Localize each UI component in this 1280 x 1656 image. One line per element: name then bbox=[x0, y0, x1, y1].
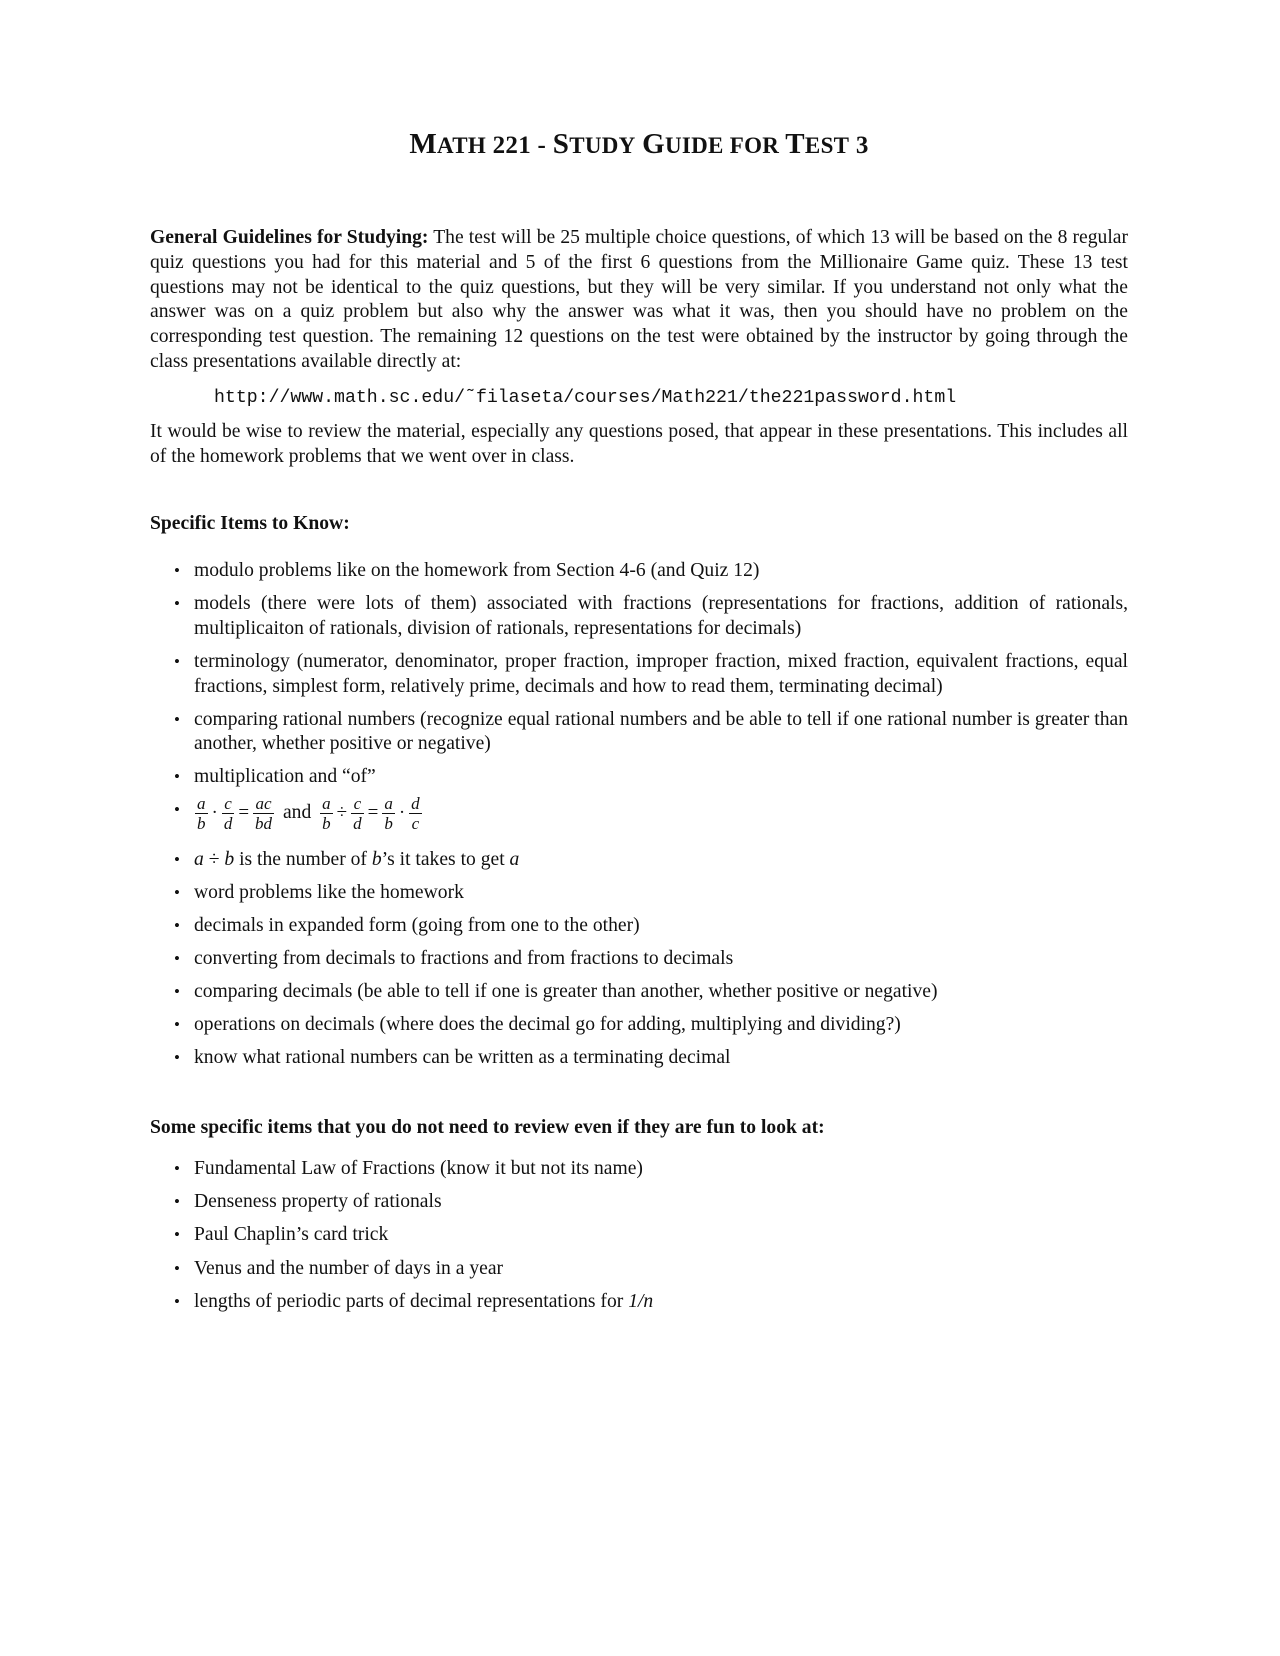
title-part: UIDE bbox=[664, 133, 724, 158]
denominator: d bbox=[223, 814, 233, 834]
fraction-formula bbox=[194, 794, 423, 833]
general-guidelines-text: The test will be 25 multiple choice questions, of which 13 will be based on the 8 regular quiz questions you had for this material and 5 of the first 6 questions from the Millionaire Game quiz. These 13 test questions may not be identical to the quiz questions, but they will be very similar. If you understand not only what the answer was on a quiz problem but also why the answer was what it was, then you should have no problem on the corresponding test question. The remaining 12 questions on the test were obtained by the instructor by going through the class presentations available directly at: bbox=[150, 227, 1128, 372]
general-guidelines-lead: General Guidelines for Studying: bbox=[150, 227, 429, 248]
and-word: and bbox=[282, 802, 312, 824]
skip-items-heading: Some specific items that you do not need to review even if they are fun to look at: bbox=[150, 1117, 825, 1138]
numerator: c bbox=[351, 794, 364, 814]
title-part: ATH bbox=[437, 133, 487, 158]
numerator: ac bbox=[253, 794, 274, 814]
list-item: • terminology (numerator, denominator, proper fraction, improper fraction, mixed fraction, equivalent fractions, equal fractions, simplest form, relatively prime, decimals and how to read them, terminating decimal) bbox=[150, 650, 1128, 700]
page-title bbox=[150, 128, 1128, 161]
general-guidelines-paragraph bbox=[150, 226, 1128, 375]
fraction-a-over-b bbox=[320, 794, 333, 833]
title-part: FOR bbox=[723, 133, 786, 158]
title-part: 3 bbox=[849, 132, 869, 159]
division-text: ’s it takes to get bbox=[381, 849, 510, 871]
equals-operator: = bbox=[367, 802, 379, 824]
fraction-a-over-b bbox=[382, 794, 395, 833]
specific-items-heading: Specific Items to Know: bbox=[150, 513, 350, 534]
list-item: • models (there were lots of them) associated with fractions (representations for fractions, addition of rationals, multiplicaiton of rationals, division of rationals, representations for decimals) bbox=[150, 592, 1128, 642]
fraction-c-over-d bbox=[351, 794, 364, 833]
numerator: a bbox=[384, 794, 393, 814]
list-item: • converting from decimals to fractions and from fractions to decimals bbox=[150, 947, 1128, 972]
list-item-periodic-parts bbox=[150, 1290, 1128, 1315]
title-part: S bbox=[552, 128, 570, 160]
denominator: d bbox=[353, 814, 362, 834]
numerator: a bbox=[322, 794, 331, 814]
title-part: EST bbox=[804, 133, 850, 158]
numerator: d bbox=[411, 794, 420, 814]
fraction-c-over-d bbox=[222, 794, 235, 833]
list-item: • comparing rational numbers (recognize equal rational numbers and be able to tell if one rational number is greater than another, whether positive or negative) bbox=[150, 708, 1128, 758]
list-item-fraction-rules bbox=[150, 794, 1128, 848]
list-item: • word problems like the homework bbox=[150, 881, 1128, 906]
list-item: • operations on decimals (where does the decimal go for adding, multiplying and dividing?) bbox=[150, 1013, 1128, 1038]
denominator: b bbox=[322, 814, 331, 834]
math-b: b bbox=[224, 849, 235, 871]
denominator: c bbox=[411, 814, 420, 834]
denominator: b bbox=[384, 814, 393, 834]
title-part: 221 - bbox=[486, 132, 553, 159]
list-item-division-meaning bbox=[150, 848, 1128, 873]
title-part: TUDY bbox=[569, 133, 636, 158]
list-item: • modulo problems like on the homework from Section 4-6 (and Quiz 12) bbox=[150, 559, 1128, 584]
list-item: • Fundamental Law of Fractions (know it but not its name) bbox=[150, 1157, 1128, 1182]
math-a: a bbox=[194, 849, 204, 871]
dot-operator: · bbox=[211, 802, 218, 824]
fraction-a-over-b bbox=[195, 794, 208, 833]
math-a: a bbox=[509, 849, 520, 871]
review-paragraph: It would be wise to review the material, especially any questions posed, that appear in these presentations. This includes all of the homework problems that we went over in class. bbox=[150, 421, 1128, 467]
title-part: T bbox=[785, 128, 805, 160]
list-item: • Paul Chaplin’s card trick bbox=[150, 1223, 1128, 1248]
specific-items-list bbox=[150, 559, 1128, 1079]
denominator: b bbox=[197, 814, 206, 834]
divide-operator: ÷ bbox=[336, 802, 348, 824]
denominator: bd bbox=[255, 814, 273, 834]
math-b: b bbox=[371, 849, 382, 871]
title-part: G bbox=[642, 128, 665, 160]
dot-operator: · bbox=[398, 802, 406, 824]
list-item: • Venus and the number of days in a year bbox=[150, 1257, 1128, 1282]
divide-operator: ÷ bbox=[208, 849, 220, 871]
list-item: • know what rational numbers can be written as a terminating decimal bbox=[150, 1046, 1128, 1071]
list-item: • multiplication and “of” bbox=[150, 765, 1128, 790]
numerator: • a bbox=[197, 794, 206, 814]
fraction-d-over-c bbox=[409, 794, 422, 833]
equals-operator: = bbox=[238, 802, 250, 824]
list-item: • Denseness property of rationals bbox=[150, 1190, 1128, 1215]
math-one-over-n: 1/n bbox=[628, 1290, 654, 1312]
presentations-url: http://www.math.sc.edu/˜filaseta/courses/Math221/the221password.html bbox=[214, 388, 957, 408]
title-part: M bbox=[409, 128, 438, 160]
numerator: c bbox=[222, 794, 235, 814]
skip-items-list bbox=[150, 1157, 1128, 1323]
division-text: is the number of bbox=[234, 849, 372, 871]
fraction-ac-over-bd bbox=[253, 794, 274, 833]
list-item: • decimals in expanded form (going from one to the other) bbox=[150, 914, 1128, 939]
list-item-text: lengths of periodic parts of decimal representations for bbox=[194, 1290, 629, 1312]
list-item: • comparing decimals (be able to tell if one is greater than another, whether positive or negative) bbox=[150, 980, 1128, 1005]
